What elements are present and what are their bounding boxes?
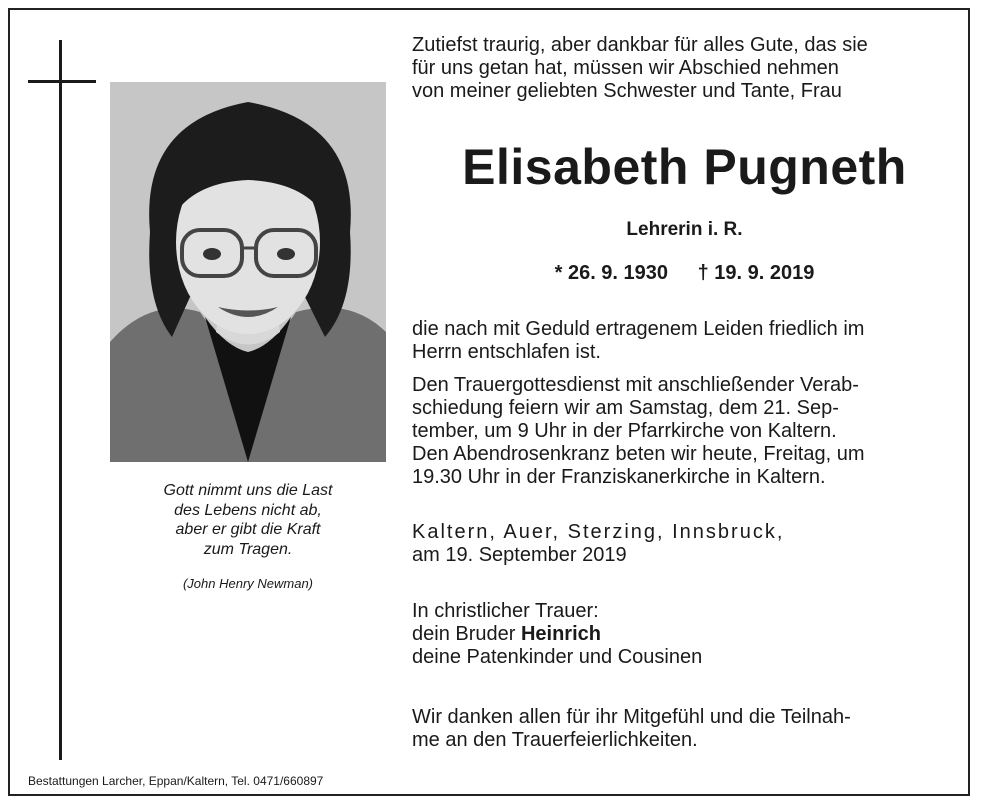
quote-line: aber er gibt die Kraft: [175, 521, 321, 538]
intro-line: von meiner geliebten Schwester und Tante, Frau: [412, 80, 842, 102]
date-line: am 19. September 2019: [412, 544, 627, 566]
brother-prefix: dein Bruder: [412, 623, 521, 645]
mourners-heading: In christlicher Trauer:: [412, 600, 599, 622]
text-line: schiedung feiern wir am Samstag, dem 21. Sep-: [412, 397, 839, 419]
brother-name: Heinrich: [520, 623, 601, 645]
quote: [110, 481, 386, 559]
text-line: Den Abendrosenkranz beten wir heute, Freitag, um: [412, 443, 865, 465]
deceased-name: Elisabeth Pugneth: [462, 139, 907, 195]
death-date: † 19. 9. 2019: [697, 262, 815, 284]
place-date: [412, 521, 957, 567]
life-dates: [412, 262, 957, 285]
quote-line: zum Tragen.: [203, 540, 293, 558]
mourner-brother: [412, 623, 957, 646]
quote-source: (John Henry Newman): [182, 576, 314, 591]
intro-text: [412, 34, 957, 103]
text-line: Den Trauergottesdienst mit anschließender Verab-: [412, 374, 859, 396]
places-line: Kaltern, Auer, Sterzing, Innsbruck,: [412, 521, 785, 543]
portrait-photo: [110, 82, 386, 462]
mourner-others: deine Patenkinder und Cousinen: [412, 646, 703, 668]
text-line: Wir danken allen für ihr Mitgefühl und die Teilnah-: [412, 706, 851, 728]
text-line: me an den Trauerfeierlichkeiten.: [412, 729, 698, 751]
text-line: tember, um 9 Uhr in der Pfarrkirche von Kaltern.: [412, 420, 837, 442]
cross-icon-horizontal: [28, 80, 96, 83]
intro-line: für uns getan hat, müssen wir Abschied nehmen: [412, 57, 839, 79]
text-line: die nach mit Geduld ertragenem Leiden friedlich im: [412, 318, 865, 340]
intro-line: Zutiefst traurig, aber dankbar für alles Gute, das sie: [412, 34, 868, 56]
portrait-illustration: [110, 82, 386, 462]
quote-line: Gott nimmt uns die Last: [163, 482, 333, 499]
thanks-text: [412, 706, 957, 752]
mourners: [412, 600, 957, 669]
birth-date: * 26. 9. 1930: [554, 262, 669, 284]
service-text: [412, 374, 957, 489]
passing-text: [412, 318, 957, 364]
text-line: Herrn entschlafen ist.: [412, 341, 601, 363]
quote-line: des Lebens nicht ab,: [174, 501, 322, 519]
deceased-title: Lehrerin i. R.: [626, 219, 743, 240]
funeral-home-footer: Bestattungen Larcher, Eppan/Kaltern, Tel. 0471/660897: [28, 774, 324, 788]
text-line: 19.30 Uhr in der Franziskanerkirche in Kaltern.: [412, 466, 826, 488]
cross-icon-vertical: [59, 40, 62, 760]
